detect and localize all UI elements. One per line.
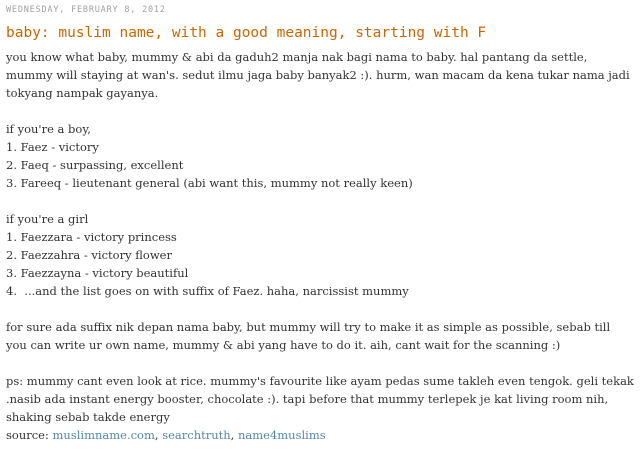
boy-heading: if you're a boy, <box>6 122 91 136</box>
source-link-name4muslims[interactable]: name4muslims <box>237 428 326 442</box>
date-header: WEDNESDAY, FEBRUARY 8, 2012 <box>6 5 166 15</box>
source-label: source: <box>6 428 49 442</box>
post-title[interactable]: baby: muslim name, with a good meaning, starting with F <box>6 25 487 41</box>
source-line <box>6 426 634 444</box>
girl-name-item: 4. ...and the list goes on with suffix of Faez. haha, narcissist mummy <box>6 284 409 298</box>
source-link-searchtruth[interactable]: searchtruth <box>162 428 231 442</box>
ps-paragraph: ps: mummy cant even look at rice. mummy's favourite like ayam pedas sume takleh even tengok. geli tekak .nasib ada instant energy booster, chocolate :). tapi before that mummy terlepek je kat living room nih, shaking sebab takde energy <box>6 374 634 424</box>
boy-name-item: 1. Faez - victory <box>6 140 99 154</box>
girl-name-item: 2. Faezzahra - victory flower <box>6 248 172 262</box>
post-body <box>6 48 634 444</box>
source-separator: , <box>154 428 159 442</box>
source-link-muslimname[interactable]: muslimname.com <box>52 428 155 442</box>
closing-paragraph: for sure ada suffix nik depan nama baby, but mummy will try to make it as simple as possible, sebab till you can write ur own name, mummy & abi yang have to do it. aih, cant wait for the scanning :) <box>6 320 611 352</box>
boy-name-item: 3. Fareeq - lieutenant general (abi want this, mummy not really keen) <box>6 176 413 190</box>
girl-name-item: 1. Faezzara - victory princess <box>6 230 177 244</box>
source-separator: , <box>230 428 235 442</box>
boy-name-item: 2. Faeq - surpassing, excellent <box>6 158 184 172</box>
blog-post <box>6 0 634 444</box>
girl-heading: if you're a girl <box>6 212 89 226</box>
intro-paragraph: you know what baby, mummy & abi da gaduh2 manja nak bagi nama to baby. hal pantang da settle, mummy will staying at wan's. sedut ilmu jaga baby banyak2 :). hurm, wan macam da kena tukar nama jadi tokyang nampak gayanya. <box>6 50 630 100</box>
girl-name-item: 3. Faezzayna - victory beautiful <box>6 266 189 280</box>
